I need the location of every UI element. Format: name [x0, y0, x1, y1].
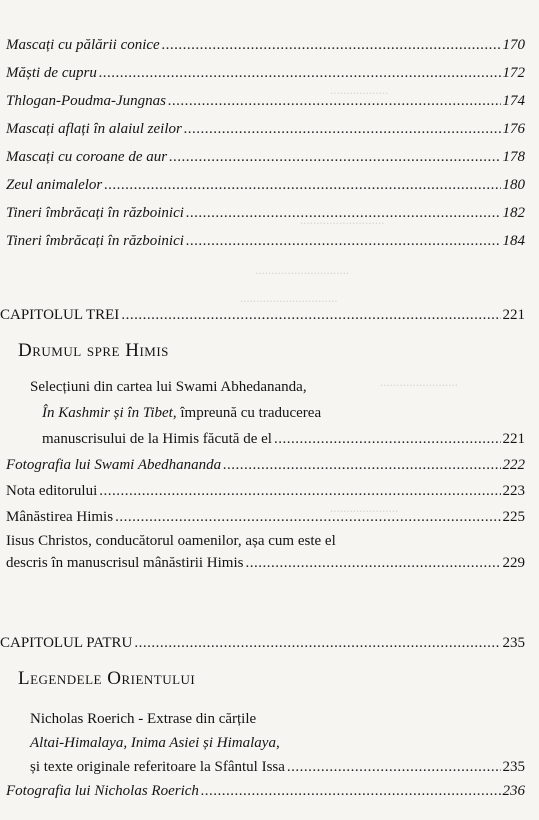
toc-entry-title: și texte originale referitoare la Sfântul Issa	[30, 759, 285, 775]
toc-entry	[6, 176, 525, 194]
toc-entry-title: Mascați cu pălării conice	[6, 37, 160, 53]
toc-entry-page: 235	[502, 759, 525, 775]
toc-entry-page: 172	[502, 65, 525, 81]
toc-entry-line: Nicholas Roerich - Extrase din cărțile	[30, 711, 257, 727]
chapter-label: CAPITOLUL PATRU	[0, 635, 133, 651]
toc-entry	[6, 36, 525, 54]
toc-entry	[6, 232, 525, 250]
leader-dots	[169, 148, 500, 166]
leader-dots	[104, 176, 500, 194]
leader-dots	[245, 554, 500, 572]
toc-entry-title: Mascați aflați în alaiul zeilor	[6, 121, 182, 137]
toc-entry-page: 178	[502, 149, 525, 165]
leader-dots	[287, 758, 501, 776]
toc-entry-page: 223	[502, 483, 525, 499]
toc-entry-line: Selecțiuni din cartea lui Swami Abhedananda,	[30, 379, 307, 395]
toc-entry	[42, 430, 525, 448]
leader-dots	[99, 64, 501, 82]
toc-entry-page: 176	[502, 121, 525, 137]
chapter-label: CAPITOLUL TREI	[0, 307, 120, 323]
leader-dots	[99, 482, 500, 500]
toc-entry-title: Fotografia lui Nicholas Roerich	[6, 783, 199, 799]
toc-entry-page: 221	[502, 431, 525, 447]
toc-entry-title: Măști de cupru	[6, 65, 97, 81]
toc-entry-line: Iisus Christos, conducătorul oamenilor, așa cum este el	[6, 533, 336, 549]
toc-entry	[6, 482, 525, 500]
toc-entry-page: 236	[502, 783, 525, 799]
leader-dots	[186, 204, 501, 222]
toc-entry-page: 174	[502, 93, 525, 109]
leader-dots	[115, 508, 500, 526]
toc-entry-page: 225	[502, 509, 525, 525]
toc-entry-title: Mânăstirea Himis	[6, 509, 114, 525]
leader-dots	[184, 120, 501, 138]
toc-entry-page: 182	[502, 205, 525, 221]
chapter-heading: Legendele Orientului	[18, 668, 196, 689]
toc-entry	[30, 758, 525, 776]
leader-dots	[134, 634, 500, 652]
toc-entry	[6, 92, 525, 110]
toc-entry	[6, 782, 525, 800]
toc-entry-title: manuscrisului de la Himis făcută de el	[42, 431, 272, 447]
toc-entry	[6, 204, 525, 222]
leader-dots	[201, 782, 501, 800]
leader-dots	[186, 232, 501, 250]
toc-entry	[6, 120, 525, 138]
toc-entry-page: 184	[502, 233, 525, 249]
toc-entry-title: Mascați cu coroane de aur	[6, 149, 168, 165]
toc-entry	[6, 64, 525, 82]
leader-dots	[223, 456, 500, 474]
chapter-page: 221	[502, 307, 525, 323]
toc-entry	[6, 456, 525, 474]
toc-entry	[6, 508, 525, 526]
book-title: În Kashmir și în Tibet	[42, 405, 173, 421]
toc-entry-page: 229	[502, 555, 525, 571]
toc-entry-title: Zeul animalelor	[6, 177, 103, 193]
toc-entry-page: 180	[502, 177, 525, 193]
toc-entry-title: Tineri îmbrăcați în războinici	[6, 233, 184, 249]
toc-entry-text: , împreună cu traducerea	[172, 405, 322, 421]
toc-entry-title: Thlogan-Poudma-Jungnas	[6, 93, 166, 109]
toc-entry-page: 222	[502, 457, 525, 473]
toc-entry-line: Altai-Himalaya, Inima Asiei și Himalaya,	[30, 735, 280, 751]
chapter-page: 235	[502, 635, 525, 651]
chapter-heading: Drumul spre Himis	[18, 340, 169, 361]
chapter-entry	[0, 634, 525, 652]
leader-dots	[168, 92, 501, 110]
toc-entry-title: Tineri îmbrăcați în războinici	[6, 205, 184, 221]
toc-entry-line	[42, 404, 321, 422]
toc-entry	[6, 554, 525, 572]
toc-entry	[6, 148, 525, 166]
leader-dots	[162, 36, 501, 54]
toc-entry-title: descris în manuscrisul mânăstirii Himis	[6, 555, 244, 571]
leader-dots	[274, 430, 501, 448]
leader-dots	[121, 306, 500, 324]
toc-entry-title: Fotografia lui Swami Abedhananda	[6, 457, 222, 473]
chapter-entry	[0, 306, 525, 324]
toc-entry-title: Nota editorului	[6, 483, 98, 499]
toc-entry-page: 170	[502, 37, 525, 53]
